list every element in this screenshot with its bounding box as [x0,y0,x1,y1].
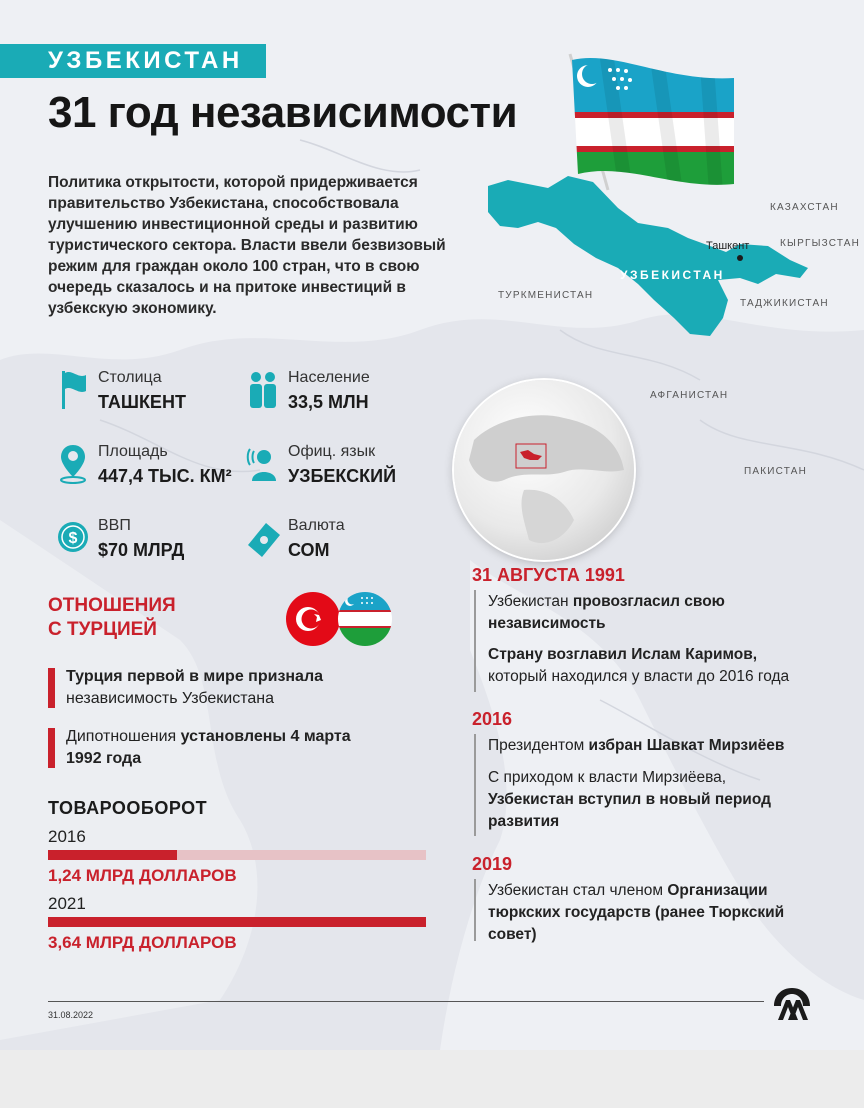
timeline-entry [488,880,828,946]
timeline-text-bold: провозгласил свою [572,593,725,610]
people-icon [246,367,280,411]
trade-year: 2016 [48,827,86,846]
map-label-kazakhstan: КАЗАХСТАН [770,202,839,213]
fact-population [238,365,438,415]
turkey-flag-icon [286,592,340,646]
relations-title-line1: ОТНОШЕНИЯ [48,595,176,616]
fact-value: ТАШКЕНТ [98,392,186,412]
timeline-line [474,879,476,941]
fact-label: ВВП [98,517,131,534]
trade-title: ТОВАРООБОРОТ [48,798,208,818]
map-label-turkmenistan: ТУРКМЕНИСТАН [498,290,594,301]
country-tag: УЗБЕКИСТАН [0,44,266,78]
fact-label: Население [288,369,370,386]
fact-label: Валюта [288,517,345,534]
timeline-text-bold: независимость [488,615,606,632]
intro-text: Политика открытости, которой придерживается правительство Узбекистана, способствовала улучшению инвестиционной среды и развитию туристического сектора. Власти ввели безвизовый режим для граждан около 100 стран, что в свою очередь сказалось и на притоке инвестиций в узбекскую экономику. [48,174,446,317]
map-label-tashkent: Ташкент [706,240,750,252]
footer-date: 31.08.2022 [48,1010,94,1020]
timeline-year: 31 АВГУСТА 1991 [472,565,625,585]
uzbekistan-round-flag-icon [338,592,392,646]
relations-title [48,594,176,642]
timeline-text-bold: Узбекистан вступил в новый период [488,791,771,808]
timeline-text-bold: совет) [488,926,537,943]
globe [454,380,634,560]
timeline-line [474,590,476,692]
footer-divider [48,1001,764,1002]
uzbekistan-map [478,168,838,348]
timeline-entry [488,735,828,757]
timeline-text: который находился у власти до 2016 года [488,668,790,685]
timeline-entry [488,591,828,635]
relations-item-text: Дипотношения [66,728,181,745]
fact-value: 33,5 МЛН [288,392,369,412]
map-label-kyrgyzstan: КЫРГЫЗСТАН [780,238,861,249]
fact-area [48,439,248,489]
trade-amount: 1,24 МЛРД ДОЛЛАРОВ [48,866,237,885]
fact-value: СОМ [288,540,330,560]
relations-item-text: независимость Узбекистана [66,690,275,707]
timeline-text: Узбекистан стал членом [488,882,668,899]
map-label-pakistan: ПАКИСТАН [744,466,808,477]
timeline-year: 2019 [472,854,513,874]
timeline-text-bold: тюркских государств (ранее Тюркский [488,904,785,921]
flag-icon [56,367,90,411]
fact-label: Столица [98,369,162,386]
timeline-text-bold: Страну возглавил Ислам Каримов, [488,646,758,663]
trade-bar-track [48,850,426,860]
relations-item-bold: 1992 года [66,750,142,767]
fact-currency [238,513,438,563]
trade-bar-fill [48,917,426,927]
fact-label: Офиц. язык [288,443,376,460]
map-label-uzbekistan: УЗБЕКИСТАН [620,268,725,282]
globe-landmass [454,380,634,560]
location-pin-icon [56,441,90,485]
fact-language [238,439,438,489]
relations-item [48,666,448,710]
timeline-text: Узбекистан [488,593,573,610]
svg-text:$: $ [68,530,78,547]
fact-value: УЗБЕКСКИЙ [288,466,397,486]
timeline-text-bold: Организации [667,882,768,899]
map-label-afghanistan: АФГАНИСТАН [650,390,729,401]
fact-label: Площадь [98,443,168,460]
timeline-text-bold: развития [488,813,560,830]
timeline-text-bold: избран Шавкат Мирзиёев [588,737,785,754]
banknote-icon [246,515,280,559]
trade-bar-track [48,917,426,927]
trade-bar-fill [48,850,177,860]
timeline-year: 2016 [472,709,513,729]
relations-item-bold: Турция первой в мире признала [66,668,324,685]
fact-capital [48,365,248,415]
aa-logo-icon [772,986,812,1022]
bottom-strip [0,1050,864,1108]
timeline-entry [488,644,828,688]
page-title: 31 год независимости [48,88,518,137]
speaker-icon [246,441,280,485]
fact-gdp [48,513,248,563]
dollar-coin-icon [56,515,90,559]
fact-value: $70 МЛРД [98,540,185,560]
relations-item [48,726,448,770]
trade-year: 2021 [48,894,86,913]
timeline-text: С приходом к власти Мирзиёева, [488,769,727,786]
timeline-entry [488,767,828,833]
trade-amount: 3,64 МЛРД ДОЛЛАРОВ [48,933,237,952]
relations-title-line2: С ТУРЦИЕЙ [48,619,157,640]
timeline-line [474,734,476,836]
map-label-tajikistan: ТАДЖИКИСТАН [740,298,829,309]
relations-item-bold: установлены 4 марта [180,728,351,745]
fact-value: 447,4 ТЫС. КМ² [98,466,232,486]
timeline-text: Президентом [488,737,589,754]
